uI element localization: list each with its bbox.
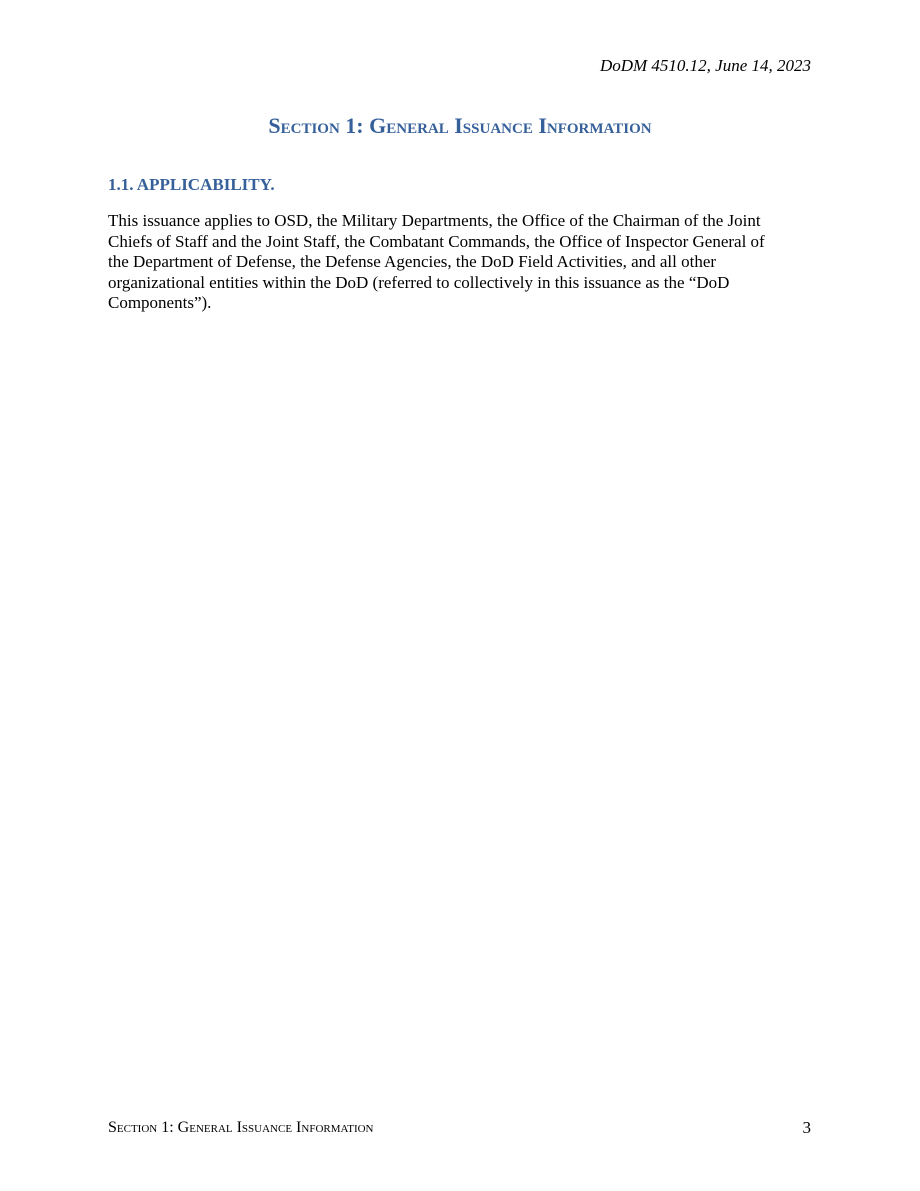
footer-section-title: Section 1: General Issuance Information	[108, 1119, 374, 1136]
body-line: Chiefs of Staff and the Joint Staff, the Combatant Commands, the Office of Inspector General of	[108, 231, 765, 251]
body-line: the Department of Defense, the Defense Agencies, the DoD Field Activities, and all other	[108, 252, 717, 271]
body-line: This issuance applies to OSD, the Military Departments, the Office of the Chairman of the Joint	[108, 211, 761, 230]
body-line: Components”).	[108, 293, 212, 312]
paragraph-body-applicability	[108, 211, 820, 314]
body-line: organizational entities within the DoD (referred to collectively in this issuance as the “DoD	[108, 272, 730, 292]
section-title: Section 1: General Issuance Information	[268, 113, 652, 138]
document-reference: DoDM 4510.12, June 14, 2023	[599, 56, 811, 75]
page-number: 3	[802, 1118, 811, 1137]
paragraph-heading-applicability: 1.1. APPLICABILITY.	[108, 175, 275, 194]
